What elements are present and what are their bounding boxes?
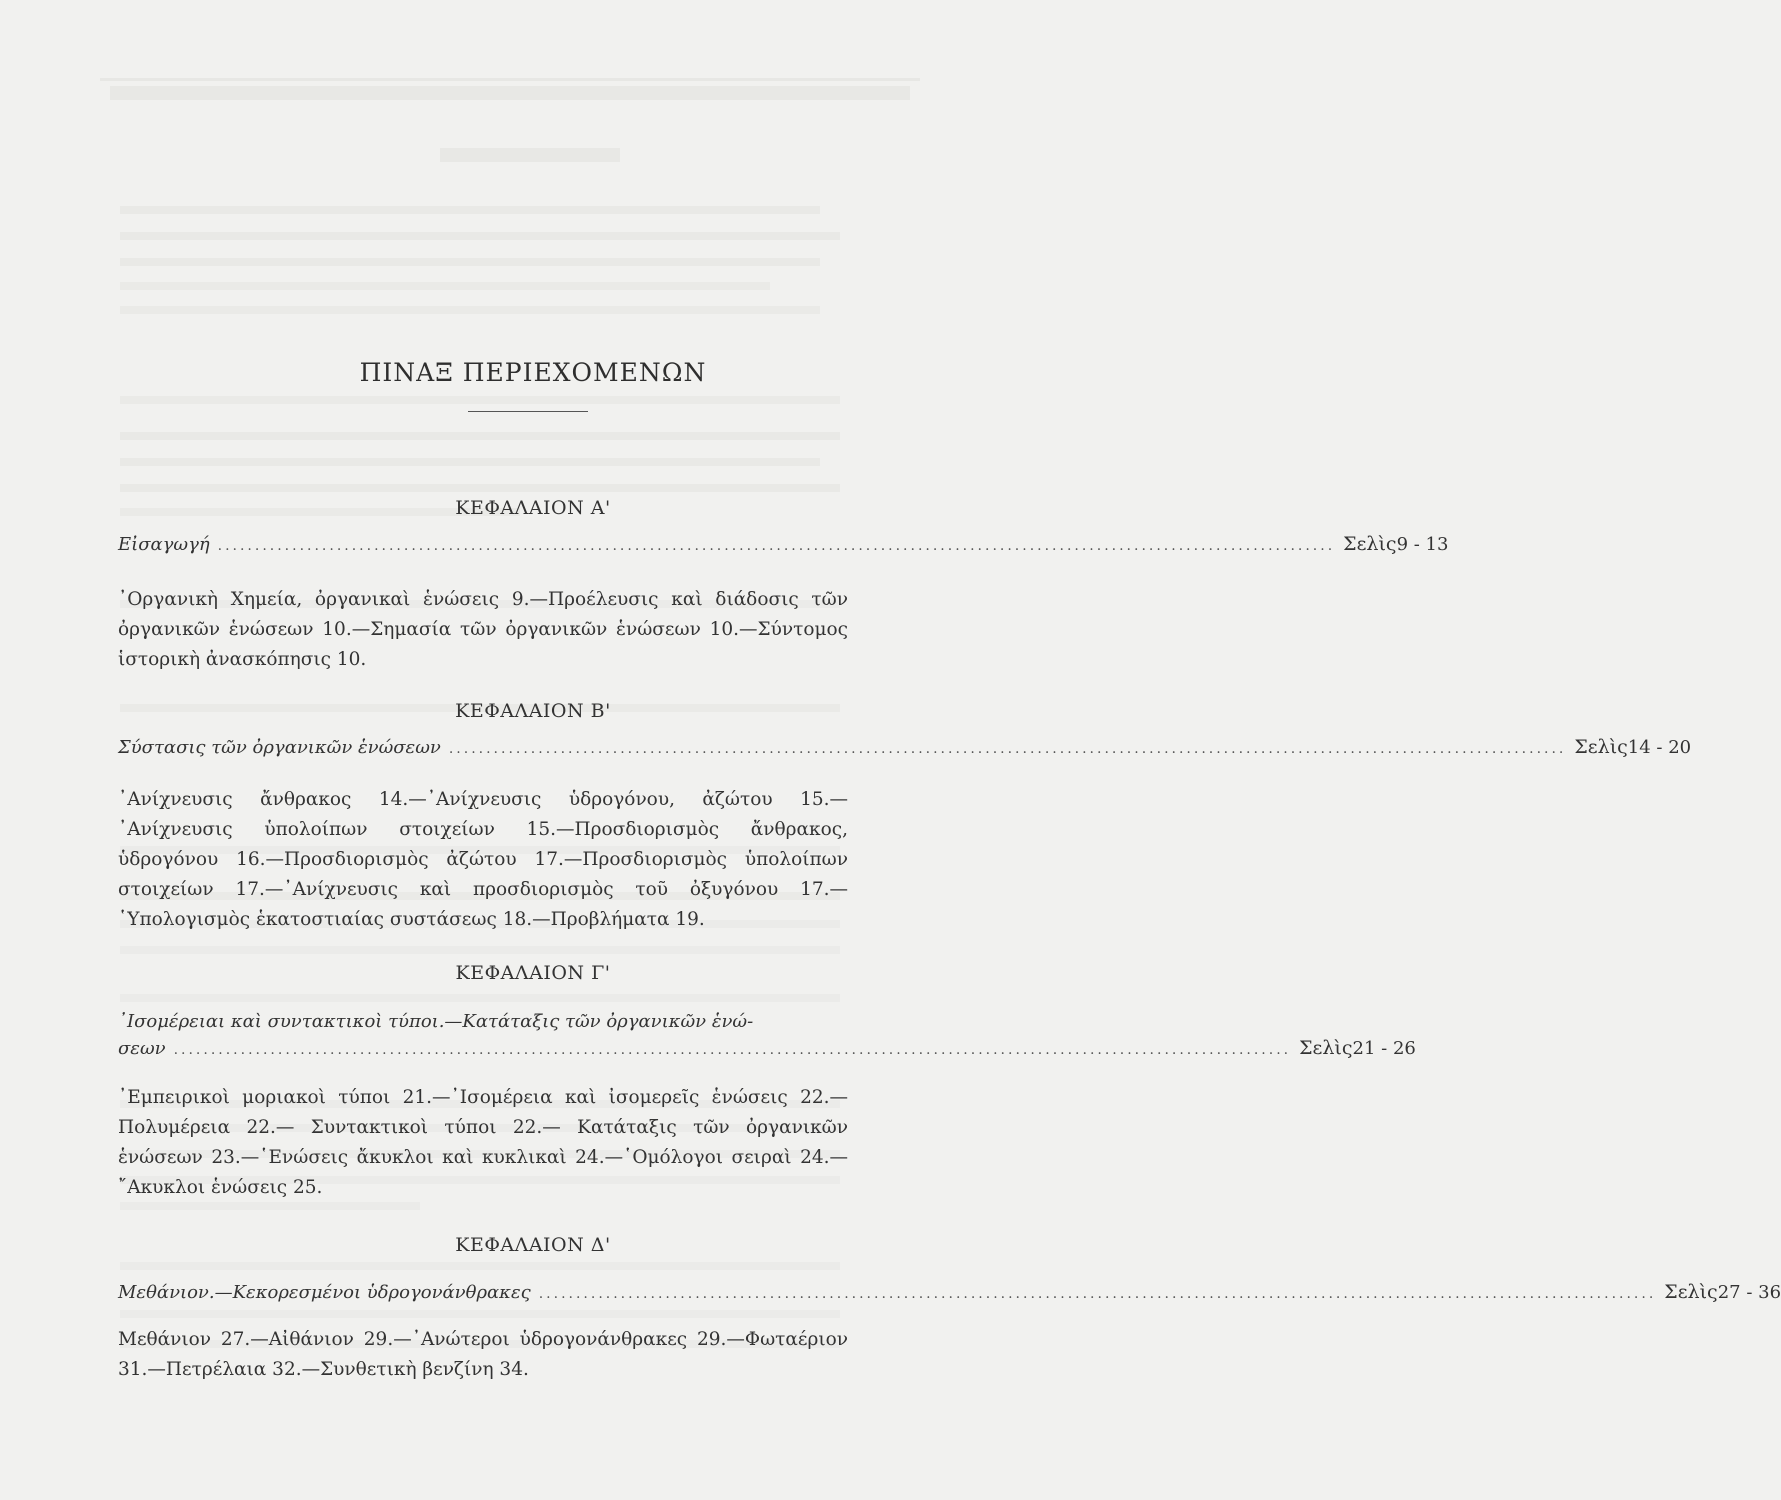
entry-topic: Μεθάνιον.—Κεκορεσμένοι ὑδρογονάνθρακες <box>118 1282 531 1303</box>
entry-topic: ᾿Ισομέρειαι καὶ συντακτικοὶ τύποι.—Κατάταξις τῶν ὀργανικῶν ἑνώ- <box>118 1011 754 1032</box>
dot-leader: ...................................................................................................................................................... <box>217 538 1336 554</box>
page-label: Σελὶς <box>1574 736 1628 758</box>
chapter-heading: ΚΕΦΑΛΑΙΟΝ Α' <box>455 497 611 519</box>
entry-topic: Εἰσαγωγή <box>118 534 210 555</box>
entry-description: ᾿Ανίχνευσις ἄνθρακος 14.—᾿Ανίχνευσις ὑδρογόνου, ἀζώτου 15.—᾿Ανίχνευσις ὑπολοίπων στοιχείων 15.—Προσδιορισμὸς ἄνθρακος, ὑδρογόνου 16.—Προσδιορισμὸς ἀζώτου 17.—Προσδιορισμὸς ὑπολοίπων στοιχείων 17.—᾿Ανίχνευσις καὶ προσδιορισμὸς τοῦ ὀξυγόνου 17.—῾Υπολογισμὸς ἑκατοστιαίας συστάσεως 18.—Προβλήματα 19. <box>118 789 848 930</box>
entry-topic: Σύστασις τῶν ὀργανικῶν ἑνώσεων <box>118 737 441 758</box>
entry-description: ᾿Εμπειρικοὶ μοριακοὶ τύποι 21.—᾿Ισομέρεια καὶ ἰσομερεῖς ἑνώσεις 22.—Πολυμέρεια 22.— Συντακτικοὶ τύποι 22.— Κατάταξις τῶν ὀργανικῶν ἑνώσεων 23.—῾Ενώσεις ἄκυκλοι καὶ κυκλικαὶ 24.—῾Ομόλογοι σειραὶ 24.—῎Ακυκλοι ἑνώσεις 25. <box>118 1087 848 1198</box>
toc-entry <box>118 533 1449 555</box>
toc-entry <box>118 1281 1781 1303</box>
chapter-heading: ΚΕΦΑΛΑΙΟΝ Δ' <box>455 1234 611 1256</box>
page-label: Σελὶς <box>1664 1281 1718 1303</box>
dot-leader: ...................................................................................................................................................... <box>538 1286 1657 1302</box>
page-range: 9 - 13 <box>1396 534 1449 555</box>
page-label: Σελὶς <box>1343 533 1397 555</box>
toc-entry <box>118 1007 1416 1059</box>
page-label: Σελὶς <box>1299 1037 1353 1059</box>
title-divider <box>468 411 588 412</box>
page-title: ΠΙΝΑΞ ΠΕΡΙΕΧΟΜΕΝΩΝ <box>359 358 707 387</box>
entry-description: Μεθάνιον 27.—Αἰθάνιον 29.—᾿Ανώτεροι ὑδρογονάνθρακες 29.—Φωταέριον 31.—Πετρέλαια 32.—Συνθετικὴ βενζίνη 34. <box>118 1329 848 1380</box>
page-range: 14 - 20 <box>1627 737 1692 758</box>
dot-leader: ...................................................................................................................................................... <box>173 1042 1292 1058</box>
entry-topic-continued: σεων <box>118 1038 166 1059</box>
page-range: 21 - 26 <box>1352 1038 1416 1059</box>
page-range: 27 - 36 <box>1717 1282 1781 1303</box>
chapter-heading: ΚΕΦΑΛΑΙΟΝ Γ' <box>455 962 611 984</box>
entry-description: ᾿Οργανικὴ Χημεία, ὀργανικαὶ ἑνώσεις 9.—Προέλευσις καὶ διάδοσις τῶν ὀργανικῶν ἑνώσεων 10.—Σημασία τῶν ὀργανικῶν ἑνώσεων 10.—Σύντομος ἱστορικὴ ἀνασκόπησις 10. <box>118 589 848 670</box>
dot-leader: ...................................................................................................................................................... <box>448 741 1567 757</box>
toc-entry <box>118 736 1692 758</box>
chapter-heading: ΚΕΦΑΛΑΙΟΝ Β' <box>455 700 611 722</box>
